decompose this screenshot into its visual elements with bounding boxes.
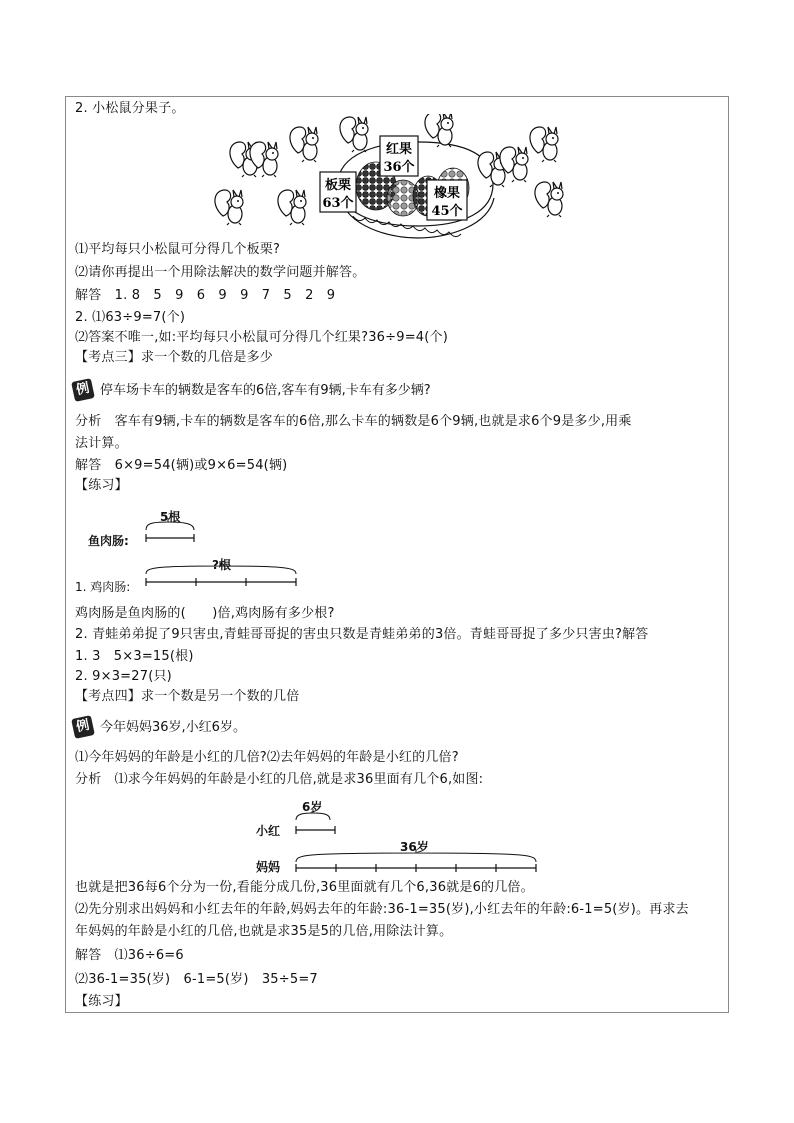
- chestnut-label: 板栗: [324, 178, 352, 193]
- answer-line-2a: 2. ⑴63÷9=7(个): [75, 310, 186, 325]
- practice-heading-2: 【练习】: [75, 994, 128, 1009]
- squirrel-icon: [535, 182, 563, 217]
- squirrel-icon: [290, 127, 318, 162]
- squirrel-icon: [215, 190, 243, 225]
- answer-4a: 解答 ⑴36÷6=6: [75, 948, 184, 963]
- practice-answer-1: 1. 3 5×3=15(根): [75, 649, 194, 664]
- analysis-3-line-2: 法计算。: [75, 436, 128, 451]
- squirrel-icon: [530, 127, 558, 162]
- red-fruit-label: 红果: [385, 142, 413, 157]
- answer-4b: ⑵36-1=35(岁) 6-1=5(岁) 35÷5=7: [75, 972, 318, 987]
- answer-line-2b: ⑵答案不唯一,如:平均每只小松鼠可分得几个红果?36÷9=4(个): [75, 330, 449, 345]
- practice-answer-2: 2. 9×3=27(只): [75, 669, 172, 684]
- knowledge-point-4: 【考点四】求一个数是另一个数的几倍: [75, 689, 300, 704]
- red-fruit-count: 36个: [383, 160, 415, 175]
- squirrel-icon: [340, 117, 368, 152]
- acorn-count: 45个: [431, 204, 463, 219]
- acorn-label: 橡果: [433, 186, 461, 201]
- analysis-4-line-1: 也就是把36每6个分为一份,看能分成几份,36里面就有几个6,36就是6的几倍。: [75, 880, 534, 895]
- squirrel-fruit-illustration: [208, 114, 588, 244]
- diagram2-row1-label: 小红: [256, 824, 281, 838]
- practice-1-text: 鸡肉肠是鱼肉肠的( )倍,鸡肉肠有多少根?: [75, 606, 335, 621]
- line-segment-diagram-2: [292, 808, 542, 878]
- example-icon: 例: [71, 378, 95, 402]
- knowledge-point-3: 【考点三】求一个数的几倍是多少: [75, 350, 274, 365]
- analysis-4-line-3: 年妈妈的年龄是小红的几倍,也就是求35是5的几倍,用除法计算。: [75, 924, 453, 939]
- practice-heading: 【练习】: [75, 478, 128, 493]
- diagram1-question-label: ?根: [212, 558, 231, 572]
- diagram1-top-label: 5根: [160, 510, 181, 524]
- example-icon: 例: [71, 715, 95, 739]
- q2-part1: ⑴平均每只小松鼠可分得几个板栗?: [75, 242, 281, 257]
- q2-part2: ⑵请你再提出一个用除法解决的数学问题并解答。: [75, 265, 366, 280]
- diagram2-row2-label: 妈妈: [256, 860, 281, 874]
- analysis-4-line-2: ⑵先分别求出妈妈和小红去年的年龄,妈妈去年的年龄:36-1=35(岁),小红去年的年龄:6-1=5(岁)。再求去: [75, 902, 689, 917]
- analysis-3-line-1: 分析 客车有9辆,卡车的辆数是客车的6倍,那么卡车的辆数是6个9辆,也就是求6个9是多少,用乘: [75, 414, 632, 429]
- diagram2-top-label: 6岁: [302, 800, 323, 814]
- question-2-title: 2. 小松鼠分果子。: [75, 101, 185, 116]
- question-4: ⑴今年妈妈的年龄是小红的几倍?⑵去年妈妈的年龄是小红的几倍?: [75, 750, 459, 765]
- diagram1-row1-label: 鱼肉肠:: [88, 534, 129, 548]
- answer-line-1: 解答 1. 8 5 9 6 9 9 7 5 2 9: [75, 288, 336, 303]
- example-4-text: 今年妈妈36岁,小红6岁。: [100, 720, 246, 735]
- line-segment-diagram-1: [140, 518, 310, 588]
- squirrel-icon: [278, 190, 306, 225]
- diagram1-row2-label: 1. 鸡肉肠:: [75, 580, 131, 594]
- practice-2-text: 2. 青蛙弟弟捉了9只害虫,青蛙哥哥捉的害虫只数是青蛙弟弟的3倍。青蛙哥哥捉了多少只害虫?解答: [75, 627, 649, 642]
- analysis-4: 分析 ⑴求今年妈妈的年龄是小红的几倍,就是求36里面有几个6,如图:: [75, 772, 484, 787]
- chestnut-count: 63个: [322, 196, 354, 211]
- diagram2-mid-label: 36岁: [400, 840, 429, 854]
- answer-3: 解答 6×9=54(辆)或9×6=54(辆): [75, 458, 288, 473]
- example-3-text: 停车场卡车的辆数是客车的6倍,客车有9辆,卡车有多少辆?: [100, 383, 431, 398]
